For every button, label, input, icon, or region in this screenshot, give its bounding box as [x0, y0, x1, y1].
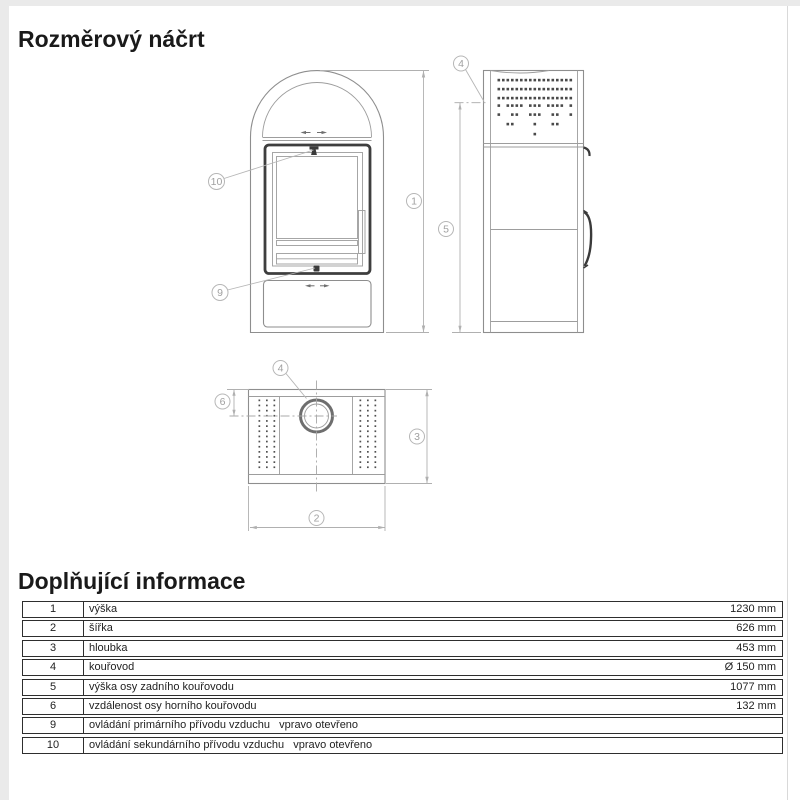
row-description: ovládání primárního přívodu vzduchu vpravo otevřeno: [89, 719, 359, 732]
balloon-depth-3: [410, 429, 425, 444]
table-row: [22, 698, 783, 715]
row-description: výška: [89, 603, 118, 615]
dimension-lines: [227, 71, 486, 532]
row-value: 132 mm: [736, 699, 776, 712]
balloon-secondary-air-10: [209, 174, 225, 190]
svg-text:4: 4: [277, 362, 284, 375]
row-value: [776, 738, 782, 753]
side-body-outline: [484, 71, 584, 333]
svg-text:6: 6: [219, 396, 226, 408]
svg-text:4: 4: [458, 58, 464, 70]
row-value: Ø 150 mm: [724, 661, 776, 674]
row-value: 453 mm: [736, 641, 776, 654]
balloon-callouts: [209, 56, 469, 526]
front-view: [251, 71, 384, 333]
svg-text:2: 2: [313, 512, 320, 525]
balloon-top-flue-distance-6: [215, 394, 230, 409]
wood-drawer: [264, 281, 372, 328]
balloon-rear-flue-height-5: [439, 222, 454, 237]
svg-text:1: 1: [411, 195, 417, 208]
row-value: 1077 mm: [730, 680, 776, 693]
table-row: [22, 717, 783, 734]
row-value: 1230 mm: [730, 603, 776, 615]
balloon-width-2: [309, 511, 324, 526]
row-description: hloubka: [89, 641, 128, 654]
top-vent-holes: [259, 400, 377, 469]
svg-text:5: 5: [443, 223, 449, 236]
section-title-dimensional-sketch: Rozměrový náčrt: [18, 26, 205, 52]
rear-vent-holes: [498, 79, 573, 136]
slider-arrows-top: [301, 131, 328, 134]
balloon-flue-side-4: [454, 56, 469, 71]
row-number: 3: [23, 641, 84, 656]
row-number: 1: [23, 602, 84, 617]
row-number: 9: [23, 718, 84, 733]
svg-text:10: 10: [210, 176, 223, 188]
row-description: kouřovod: [89, 661, 135, 674]
section-title-additional-info: Doplňující informace: [18, 568, 246, 594]
stove-door: [265, 145, 370, 274]
row-description: vzdálenost osy horního kouřovodu: [89, 699, 257, 712]
row-value: [776, 718, 782, 733]
balloon-flue-top-4: [273, 361, 288, 376]
row-number: 6: [23, 699, 84, 714]
balloon-primary-air-9: [212, 285, 228, 301]
row-description: ovládání sekundárního přívodu vzduchu vpravo otevřeno: [89, 738, 373, 751]
row-number: 10: [23, 738, 84, 753]
svg-text:9: 9: [217, 287, 223, 299]
row-number: 4: [23, 660, 84, 675]
side-view: [484, 71, 592, 333]
top-view: [230, 381, 386, 493]
door-handle: [359, 211, 366, 254]
arch-window: [263, 82, 372, 137]
stove-body-outline: [251, 71, 384, 333]
table-row: [22, 737, 783, 754]
row-value: 626 mm: [736, 622, 776, 635]
row-description: šířka: [89, 622, 113, 635]
door-hinge: [584, 148, 590, 157]
side-door-handle: [584, 212, 591, 266]
info-table: [22, 601, 783, 756]
svg-text:3: 3: [414, 431, 420, 443]
door-glass: [277, 157, 358, 239]
table-row: [22, 679, 783, 696]
table-row: [22, 640, 783, 657]
balloon-height-1: [407, 194, 422, 209]
slider-arrows-bottom: [305, 284, 330, 287]
row-description: výška osy zadního kouřovodu: [89, 680, 234, 693]
table-row: [22, 620, 783, 637]
table-row: [22, 601, 783, 618]
row-number: 5: [23, 680, 84, 695]
table-row: [22, 659, 783, 676]
row-number: 2: [23, 621, 84, 636]
